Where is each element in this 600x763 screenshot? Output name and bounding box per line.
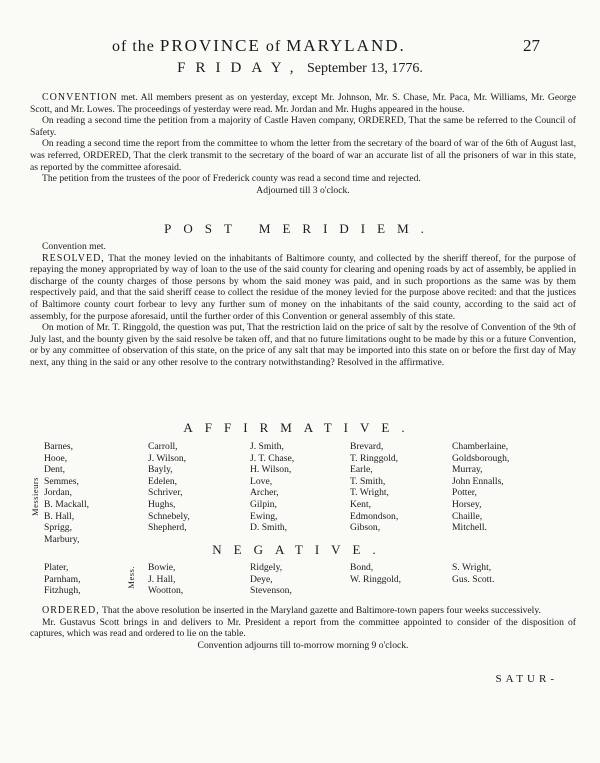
page-number: 27 <box>523 36 540 55</box>
dateline <box>0 60 600 77</box>
header-prefix: of the <box>112 38 155 55</box>
voter-name: Bayly, <box>148 464 173 476</box>
voter-name: Sprigg, <box>44 522 72 534</box>
negative-column-1 <box>44 562 81 597</box>
voter-name: H. Wilson, <box>250 464 292 476</box>
voter-name: Shepherd, <box>148 522 187 534</box>
frederick-petition-paragraph: The petition from the trustees of the poor of Frederick county was read a second time and rejected. <box>42 173 421 185</box>
closing-section <box>30 605 576 651</box>
catchword: SATUR- <box>495 673 558 685</box>
messieurs-label: Messieurs <box>30 477 40 516</box>
voter-name: Gus. Scott. <box>452 573 495 585</box>
voter-name: Deye, <box>250 573 273 585</box>
header-state: MARYLAND. <box>286 36 406 55</box>
voter-name: Carroll, <box>148 441 178 452</box>
mess-label: Mess. <box>126 566 136 589</box>
salt-motion-paragraph: On motion of Mr. T. Ringgold, the question was put, That the restriction laid on the price of salt by the resolve of Convention of the 9th of July last, and the bounty given by the said resolve be taken off, and that no future limitations ought to be made by this or a future Convention, or by any committee of observation of this state, on the price of any salt that may be imported into this state on or before the first day of May next, any thing in the said or any other resolve to the contrary notwithstanding? Resolved in the affirmative. <box>30 322 576 368</box>
voter-name: Plater, <box>44 562 69 573</box>
voter-name: B. Hall, <box>44 510 75 522</box>
dateline-day: FRIDAY, <box>177 60 304 76</box>
voter-name: Love, <box>250 475 273 487</box>
afternoon-session <box>30 241 576 369</box>
affirmative-column-4 <box>350 441 398 534</box>
convention-text: met. All members present as on yesterday, except Mr. Johnson, Mr. S. Chase, Mr. Paca, Mr. Williams, Mr. George Scott, and Mr. Lowes. The proceedings of yesterday were read. Mr. Jordan and Mr. Hughs appeared in the house. <box>30 92 576 115</box>
negative-column-3 <box>250 562 292 597</box>
affirmative-heading: AFFIRMATIVE. <box>183 420 417 435</box>
affirmative-column-3 <box>250 441 294 534</box>
voter-name: John Ennalls, <box>452 475 504 487</box>
header-of: of <box>265 38 282 55</box>
castle-haven-paragraph: On reading a second time the petition from a majority of Castle Haven company, ORDERED, That the same be referred to the Council of Safety. <box>30 115 576 138</box>
voter-name: B. Mackall, <box>44 498 90 510</box>
voter-name: Archer, <box>250 487 279 499</box>
voter-name: Edmondson, <box>350 510 399 522</box>
voter-name: Earle, <box>350 464 373 476</box>
convention-met: Convention met. <box>42 241 106 252</box>
morning-session <box>30 92 576 196</box>
voter-name: Fitzhugh, <box>44 585 81 597</box>
dateline-date: September 13, 1776. <box>306 61 423 76</box>
voter-name: Hooe, <box>44 452 68 464</box>
voter-name: Wootton, <box>148 585 184 597</box>
affirmative-column-5 <box>452 441 509 534</box>
voter-name: J. Wilson, <box>148 452 187 464</box>
voter-name: Goldsborough, <box>452 452 510 464</box>
board-of-war-paragraph: On reading a second time the report from the committee to whom the letter from the secretary of the board of war of the 6th of August last, was referred, ORDERED, That the clerk transmit to the secretary of the board of war an accurate list of all the prisoners of war in this state, as reported by the committee aforesaid. <box>30 138 576 173</box>
voter-name: J. Hall, <box>148 573 176 585</box>
voter-name: Gilpin, <box>250 498 277 510</box>
voter-name: Ridgely, <box>250 562 283 573</box>
voter-name: Schriver, <box>148 487 183 499</box>
resolved-text: That the money levied on the inhabitants of Baltimore county, and collected by the sheriff thereof, for the purpose of repaying the money appropriated by way of loan to the use of the said county for clearing and opening roads by act of assembly, be applied in discharge of the county charges of those persons by whom the said money was paid, and in such proportions as the same was by them respectively paid, and that the said sheriff cease to collect the residue of the money levied for the purpose above recited: and that the justices of Baltimore county court forbear to levy any further sum of money on the inhabitants of the said county, according to the said act of assembly, for the purpose aforesaid, until the further order of this Convention or general assembly of this state. <box>30 252 576 322</box>
voter-name: Barnes, <box>44 441 74 452</box>
adjourns-line: Convention adjourns till to-morrow morning 9 o'clock. <box>197 639 409 651</box>
voter-name: J. T. Chase, <box>250 452 295 464</box>
voter-name: Horsey, <box>452 498 482 510</box>
voter-name: Hughs, <box>148 498 176 510</box>
voter-name: Bowie, <box>148 562 176 573</box>
affirmative-column-2 <box>148 441 190 534</box>
voter-name: T. Smith, <box>350 475 386 487</box>
voter-name: Chamberlaine, <box>452 441 509 452</box>
negative-column-4 <box>350 562 401 585</box>
voter-name: Mitchell. <box>452 522 487 534</box>
voter-name: Stevenson, <box>250 585 292 597</box>
voter-name: Bond, <box>350 562 374 573</box>
voter-name: J. Smith, <box>250 441 284 452</box>
voter-name: W. Ringgold, <box>350 573 402 585</box>
running-header <box>112 36 406 56</box>
voter-name: Jordan, <box>44 487 72 499</box>
resolved-lead: RESOLVED, <box>42 252 105 264</box>
voter-name: T. Ringgold, <box>350 452 399 464</box>
voter-name: Murray, <box>452 464 483 476</box>
voter-name: Semmes, <box>44 475 79 487</box>
voter-name: Chaille, <box>452 510 483 522</box>
affirmative-column-1 <box>44 441 89 545</box>
voter-name: Dent, <box>44 464 66 476</box>
voter-name: T. Wright, <box>350 487 389 499</box>
voter-name: D. Smith, <box>250 522 288 534</box>
voter-name: Edelen, <box>148 475 178 487</box>
voter-name: Parnham, <box>44 573 81 585</box>
convention-lead: CONVENTION <box>42 92 118 103</box>
ordered-lead: ORDERED, <box>42 605 100 616</box>
post-meridiem-heading: POST MERIDIEM. <box>164 221 436 236</box>
voter-name: Gibson, <box>350 522 381 534</box>
voter-name: Potter, <box>452 487 477 499</box>
negative-vote <box>28 562 578 602</box>
adjourned-line: Adjourned till 3 o'clock. <box>256 184 350 196</box>
voter-name: Marbury, <box>44 533 80 545</box>
voter-name: Schnebely, <box>148 510 190 522</box>
voter-name: Brevard, <box>350 441 384 452</box>
ordered-text: That the above resolution be inserted in the Maryland gazette and Baltimore-town papers four weeks successively. <box>99 605 541 616</box>
scott-report-paragraph: Mr. Gustavus Scott brings in and delivers to Mr. President a report from the committee appointed to consider of the disposition of captures, which was read and ordered to lie on the table. <box>30 616 576 640</box>
negative-column-5 <box>452 562 494 585</box>
negative-column-2 <box>148 562 183 597</box>
voter-name: Ewing, <box>250 510 278 522</box>
voter-name: Kent, <box>350 498 372 510</box>
affirmative-vote <box>28 441 578 551</box>
negative-heading: NEGATIVE. <box>212 542 388 557</box>
header-title: PROVINCE <box>159 36 261 55</box>
voter-name: S. Wright, <box>452 562 492 573</box>
